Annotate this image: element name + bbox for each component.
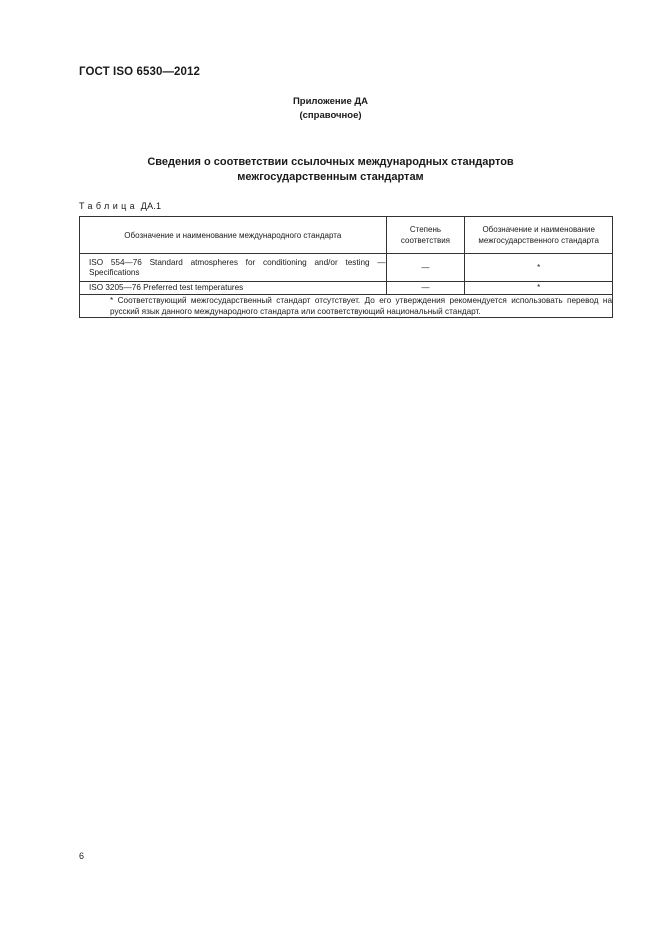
section-heading-line-1: Сведения о соответствии ссылочных международных стандартов [147, 156, 514, 168]
cell-degree: — [386, 282, 465, 295]
table-caption-number: ДА.1 [138, 201, 162, 211]
section-heading-line-2: межгосударственным стандартам [237, 171, 424, 183]
cell-interstate-standard: * [465, 282, 613, 295]
standards-correspondence-table [79, 216, 613, 318]
annex-block [0, 95, 661, 123]
table-footnote-row [80, 295, 613, 318]
page-number: 6 [79, 851, 85, 861]
cell-interstate-standard: * [465, 254, 613, 282]
header-degree-of-compliance: Степень соответствия [386, 217, 465, 254]
cell-international-standard [80, 254, 387, 282]
table-row [80, 282, 613, 295]
table-footnote [80, 295, 613, 318]
annex-title: Приложение ДА [292, 96, 369, 107]
cell-degree: — [386, 254, 465, 282]
footnote-text: * Соответствующий межгосударственный стандарт отсутствует. До его утверждения рекомендуется использовать перевод на русский язык данного международного стандарта или соответствующий национальный стандарт. [110, 296, 612, 316]
table-header-row [80, 217, 613, 254]
cell-text: ISO 554—76 Standard atmospheres for conditioning and/or testing — Specifications [89, 257, 386, 277]
table-caption [79, 201, 161, 211]
document-code: ГОСТ ISO 6530—2012 [79, 66, 201, 78]
table-row [80, 254, 613, 282]
header-interstate-standard: Обозначение и наименование межгосударственного стандарта [465, 217, 613, 254]
cell-international-standard [80, 282, 387, 295]
section-heading [0, 155, 661, 185]
cell-text: ISO 3205—76 Preferred test temperatures [89, 283, 244, 292]
table-caption-label: Таблица [79, 201, 139, 211]
header-international-standard: Обозначение и наименование международного стандарта [80, 217, 387, 254]
annex-subtitle: (справочное) [299, 110, 362, 121]
